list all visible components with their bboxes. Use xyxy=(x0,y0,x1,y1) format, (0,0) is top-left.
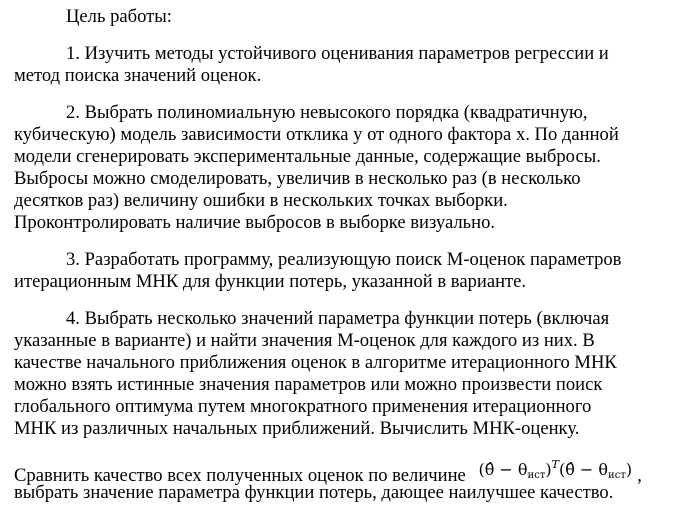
text-line: 4. Выбрать несколько значений параметра функции потерь (включая xyxy=(66,308,610,329)
text-line: качестве начального приближения оценок в алгоритме итерационного МНК xyxy=(14,352,617,373)
compare-text: Сравнить качество всех полученных оценок по величине xyxy=(14,465,466,486)
comma: , xyxy=(637,465,642,486)
text-line: кубическую) модель зависимости отклика у от одного фактора х. По данной xyxy=(14,124,619,145)
text-line: модели сгенерировать экспериментальные данные, содержащие выбросы. xyxy=(14,146,601,167)
text-line: 3. Разработать программу, реализующую поиск М-оценок параметров xyxy=(66,249,622,270)
formula-part: (θ̂ − θ xyxy=(478,460,528,479)
text-line: метод поиска значений оценок. xyxy=(14,65,262,86)
formula-subscript: ист xyxy=(608,470,626,481)
text-line: Выбросы можно смоделировать, увеличив в несколько раз (в несколько xyxy=(14,168,581,189)
formula-subscript: ист xyxy=(527,470,546,481)
text-line: итерационным МНК для функции потерь, указанной в варианте. xyxy=(14,271,527,292)
formula-part: (θ̂ − θ xyxy=(558,460,609,479)
quality-formula xyxy=(478,460,637,479)
text-line: 1. Изучить методы устойчивого оценивания параметров регрессии и xyxy=(66,43,609,64)
text-line: МНК из различных начальных приближений. Вычислить МНК-оценку. xyxy=(14,418,580,439)
text-line: глобального оптимума путем многократного применения итерационного xyxy=(14,396,592,417)
text-line: десятков раз) величину ошибки в нескольких точках выборки. xyxy=(14,190,508,211)
text-line: можно взять истинные значения параметров или можно произвести поиск xyxy=(14,374,603,395)
text-line: Проконтролировать наличие выбросов в выборке визуально. xyxy=(14,212,496,233)
formula-part: ) xyxy=(545,460,552,479)
formula-part: ) xyxy=(625,460,633,479)
text-line: 2. Выбрать полиномиальную невысокого порядка (квадратичную, xyxy=(66,102,588,123)
formula-superscript: T xyxy=(551,458,559,471)
text-line: выбрать значение параметра функции потерь, дающее наилучшее качество. xyxy=(14,482,614,503)
text-line: указанные в варианте) и найти значения М-оценок для каждого из них. В xyxy=(14,330,595,351)
page-title: Цель работы: xyxy=(66,6,172,27)
